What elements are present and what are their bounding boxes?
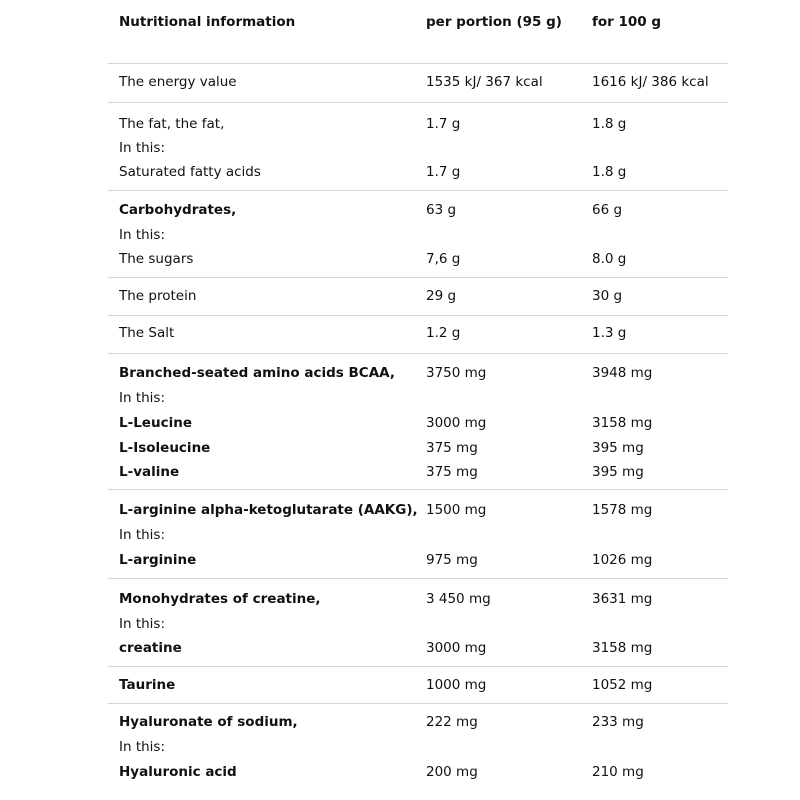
in-this-label: In this: [119, 140, 166, 156]
table-row [108, 438, 728, 458]
portion-value: 3750 mg [426, 365, 487, 381]
nutrient-label: Monohydrates of creatine, [119, 591, 321, 607]
row-creatine [108, 579, 728, 667]
table-row [108, 162, 728, 182]
table-row [108, 712, 728, 732]
per100-value: 1.3 g [592, 325, 627, 341]
header-per-100g: for 100 g [592, 14, 662, 30]
portion-value: 1000 mg [426, 677, 487, 693]
nutrient-label: The energy value [119, 74, 237, 90]
portion-value: 3000 mg [426, 415, 487, 431]
nutrient-label: Hyaluronic acid [119, 764, 237, 780]
portion-value: 200 mg [426, 764, 478, 780]
per100-value: 66 g [592, 202, 623, 218]
row-salt [108, 316, 728, 354]
nutrient-label: Taurine [119, 677, 176, 693]
table-row [108, 500, 728, 520]
portion-value: 375 mg [426, 440, 478, 456]
in-this-label: In this: [119, 227, 166, 243]
nutrient-label: Carbohydrates, [119, 202, 237, 218]
portion-value: 3000 mg [426, 640, 487, 656]
nutrient-label: The sugars [119, 251, 194, 267]
per100-value: 30 g [592, 288, 623, 304]
portion-value: 375 mg [426, 464, 478, 480]
row-hyaluronate [108, 704, 728, 787]
row-bcaa [108, 354, 728, 490]
portion-value: 29 g [426, 288, 457, 304]
row-energy [108, 64, 728, 103]
table-row [108, 323, 728, 343]
header-row [108, 12, 728, 32]
portion-value: 222 mg [426, 714, 478, 730]
nutrient-label: L-Isoleucine [119, 440, 211, 456]
row-fat [108, 103, 728, 191]
nutrition-table [108, 0, 728, 787]
in-this-label: In this: [119, 616, 166, 632]
in-this-label: In this: [119, 390, 166, 406]
per100-value: 8.0 g [592, 251, 627, 267]
portion-value: 7,6 g [426, 251, 461, 267]
table-row [108, 462, 728, 482]
portion-value: 975 mg [426, 552, 478, 568]
in-this-row [108, 614, 728, 634]
in-this-row [108, 737, 728, 757]
table-row [108, 72, 728, 92]
row-protein [108, 278, 728, 316]
per100-value: 233 mg [592, 714, 644, 730]
nutrient-label: The Salt [119, 325, 175, 341]
table-header [108, 0, 728, 64]
portion-value: 63 g [426, 202, 457, 218]
nutrient-label: L-valine [119, 464, 180, 480]
table-row [108, 638, 728, 658]
per100-value: 3631 mg [592, 591, 653, 607]
row-carbohydrates [108, 191, 728, 278]
row-taurine [108, 667, 728, 704]
per100-value: 3158 mg [592, 415, 653, 431]
portion-value: 1.2 g [426, 325, 461, 341]
table-row [108, 589, 728, 609]
nutrient-label: Hyaluronate of sodium, [119, 714, 298, 730]
portion-value: 3 450 mg [426, 591, 491, 607]
in-this-label: In this: [119, 527, 166, 543]
nutrient-label: creatine [119, 640, 182, 656]
per100-value: 3948 mg [592, 365, 653, 381]
table-row [108, 762, 728, 782]
per100-value: 1.8 g [592, 116, 627, 132]
nutrient-label: L-arginine [119, 552, 197, 568]
row-aakg [108, 490, 728, 579]
portion-value: 1500 mg [426, 502, 487, 518]
per100-value: 3158 mg [592, 640, 653, 656]
table-row [108, 413, 728, 433]
per100-value: 210 mg [592, 764, 644, 780]
in-this-label: In this: [119, 739, 166, 755]
header-per-portion: per portion (95 g) [426, 14, 562, 30]
nutrient-label: L-Leucine [119, 415, 192, 431]
header-nutritional-information: Nutritional information [119, 14, 296, 30]
in-this-row [108, 138, 728, 158]
nutrient-label: The fat, the fat, [119, 116, 225, 132]
in-this-row [108, 525, 728, 545]
per100-value: 1578 mg [592, 502, 653, 518]
table-row [108, 675, 728, 695]
table-row [108, 200, 728, 220]
table-row [108, 114, 728, 134]
table-row [108, 363, 728, 383]
per100-value: 395 mg [592, 464, 644, 480]
portion-value: 1535 kJ/ 367 kcal [426, 74, 543, 90]
nutrient-label: The protein [119, 288, 197, 304]
table-row [108, 249, 728, 269]
portion-value: 1.7 g [426, 116, 461, 132]
nutrient-label: Branched-seated amino acids BCAA, [119, 365, 395, 381]
table-row [108, 550, 728, 570]
table-row [108, 286, 728, 306]
portion-value: 1.7 g [426, 164, 461, 180]
nutrient-label: L-arginine alpha-ketoglutarate (AAKG), [119, 502, 418, 518]
per100-value: 1616 kJ/ 386 kcal [592, 74, 709, 90]
per100-value: 1052 mg [592, 677, 653, 693]
per100-value: 1.8 g [592, 164, 627, 180]
nutrient-label: Saturated fatty acids [119, 164, 261, 180]
in-this-row [108, 388, 728, 408]
in-this-row [108, 225, 728, 245]
per100-value: 1026 mg [592, 552, 653, 568]
per100-value: 395 mg [592, 440, 644, 456]
